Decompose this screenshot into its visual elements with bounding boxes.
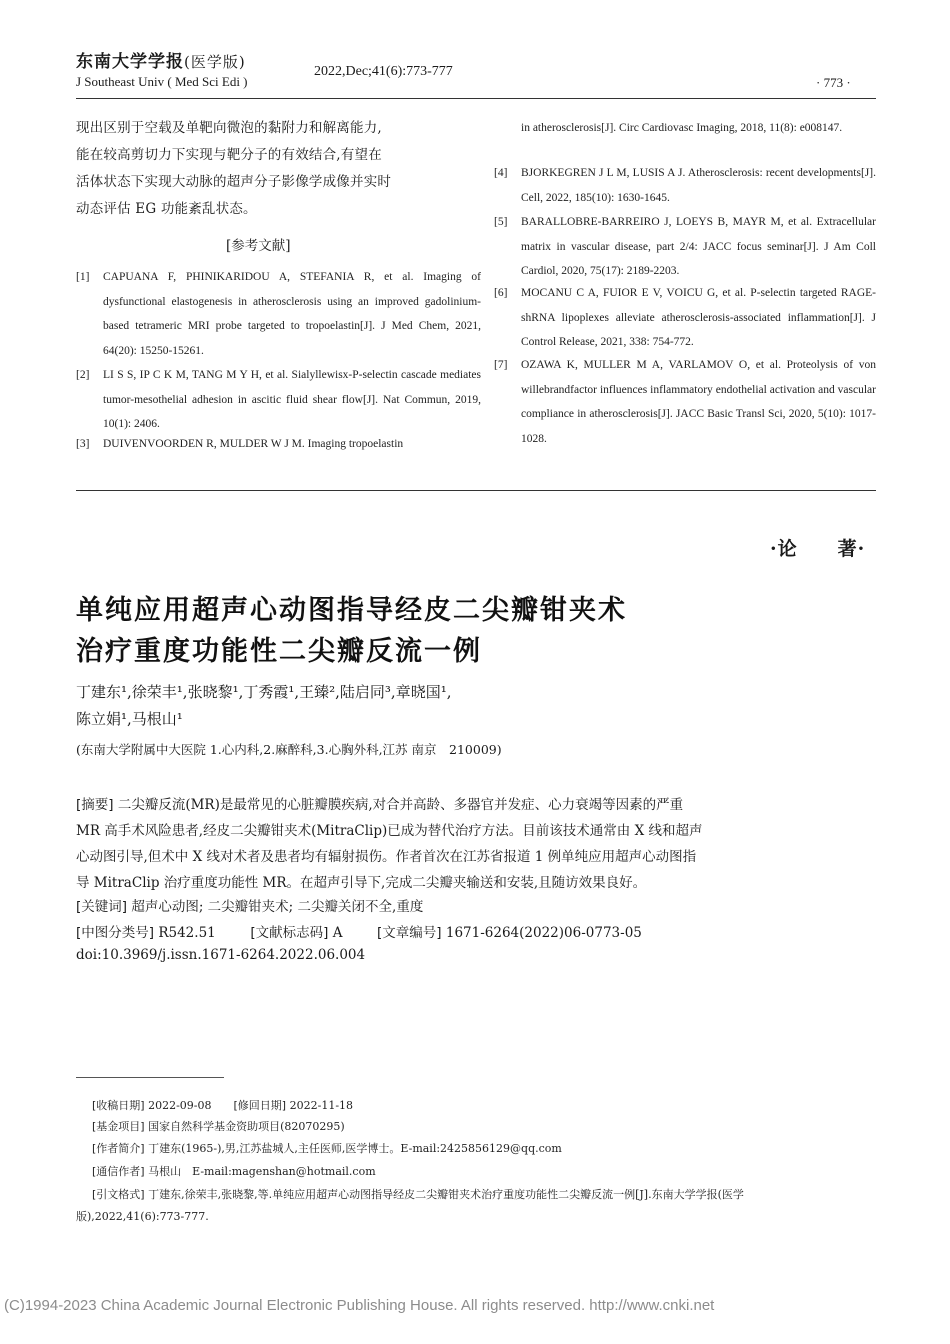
- reference-item: [6] MOCANU C A, FUIOR E V, VOICU G, et al. P-selectin targeted RAGE-shRNA lipoplexes alleviate atherosclerosis-associated inflammation[J]. J Control Release, 2021, 338: 754-772.: [494, 287, 876, 348]
- keywords-line: [关键词] 超声心动图; 二尖瓣钳夹术; 二尖瓣关闭不全,重度: [76, 899, 424, 915]
- abstract-label: [摘要]: [76, 797, 114, 813]
- abstract-line: MR 高手术风险患者,经皮二尖瓣钳夹术(MitraClip)已成为替代治疗方法。目前该技术通常由 X 线和超声: [76, 823, 703, 839]
- article-title-line1: 单纯应用超声心动图指导经皮二尖瓣钳夹术: [76, 595, 627, 626]
- abstract-line: [摘要] 二尖瓣反流(MR)是最常见的心脏瓣膜疾病,对合并高龄、多器官并发症、心力衰竭等因素的严重: [76, 797, 684, 813]
- footnote-rule: [76, 1077, 224, 1078]
- section-label: ·论 著·: [770, 538, 866, 560]
- journal-name-cn: 东南大学学报(医学版): [76, 52, 246, 72]
- classification-line: [中图分类号] R542.51 [文献标志码] A [文章编号] 1671-6264(2022)06-0773-05: [76, 925, 642, 941]
- doi: doi:10.3969/j.issn.1671-6264.2022.06.004: [76, 947, 366, 963]
- reference-item: [2] LI S S, IP C K M, TANG M Y H, et al. Sialyllewisx-P-selectin cascade mediates tumor-mesothelial adhesion in ascitic fluid shear flow[J]. Nat Commun, 2019, 10(1): 2406.: [76, 369, 481, 430]
- footnote-dates: [收稿日期] 2022-09-08 [修回日期] 2022-11-18: [92, 1099, 354, 1112]
- issue-info: 2022,Dec;41(6):773-777: [314, 64, 453, 79]
- journal-name-en: J Southeast Univ ( Med Sci Edi ): [76, 74, 248, 89]
- reference-item: [3] DUIVENVOORDEN R, MULDER W J M. Imaging tropoelastin: [76, 438, 404, 450]
- reference-item: [1] CAPUANA F, PHINIKARIDOU A, STEFANIA R, et al. Imaging of dysfunctional elastogenesis in atherosclerosis using an improved gadolinium-based tetrameric MRI probe targeted to tropoelastin[J]. J Med Chem, 2021, 64(20): 15250-15261.: [76, 271, 481, 357]
- section-divider: [76, 490, 876, 491]
- copyright-watermark: (C)1994-2023 China Academic Journal Electronic Publishing House. All rights reserved. http://www.cnki.net: [4, 1297, 715, 1314]
- references-title: [参考文献]: [226, 238, 291, 254]
- authors-line2: 陈立娟¹,马根山¹: [76, 710, 183, 728]
- footnote-author: [作者简介] 丁建东(1965-),男,江苏盐城人,主任医师,医学博士。E-mail:2425856129@qq.com: [92, 1142, 562, 1155]
- article-title-line2: 治疗重度功能性二尖瓣反流一例: [76, 636, 482, 667]
- abstract-line: 导 MitraClip 治疗重度功能性 MR。在超声引导下,完成二尖瓣夹输送和安装,且随访效果良好。: [76, 875, 647, 891]
- authors-line1: 丁建东¹,徐荣丰¹,张晓黎¹,丁秀霞¹,王臻²,陆启同³,章晓国¹,: [76, 683, 452, 701]
- footnote-corresponding: [通信作者] 马根山 E-mail:magenshan@hotmail.com: [92, 1165, 376, 1178]
- keywords-label: [关键词]: [76, 899, 128, 915]
- prev-article-paragraph: 现出区别于空载及单靶向微泡的黏附力和解离能力, 能在较高剪切力下实现与靶分子的有效结合,有望在 活体状态下实现大动脉的超声分子影像学成像并实时 动态评估 EG 功能紊乱状态。: [76, 120, 392, 217]
- header-rule: [76, 98, 876, 99]
- reference-item: [5] BARALLOBRE-BARREIRO J, LOEYS B, MAYR M, et al. Extracellular matrix in vascular disease, part 2/4: JACC focus seminar[J]. J Am Coll Cardiol, 2020, 75(17): 2189-2203.: [494, 216, 876, 277]
- reference-item: [4] BJORKEGREN J L M, LUSIS A J. Atherosclerosis: recent developments[J]. Cell, 2022, 185(10): 1630-1645.: [494, 167, 876, 204]
- affiliation: (东南大学附属中大医院 1.心内科,2.麻醉科,3.心胸外科,江苏 南京 210009): [76, 742, 502, 757]
- reference-item: [7] OZAWA K, MULLER M A, VARLAMOV O, et al. Proteolysis of von willebrandfactor influences inflammatory endothelial activation and vascular compliance in atherosclerosis[J]. JACC Basic Transl Sci, 2020, 5(10): 1017-1028.: [494, 359, 876, 445]
- journal-edition: (医学版): [184, 53, 246, 71]
- footnote-citation: [引文格式] 丁建东,徐荣丰,张晓黎,等.单纯应用超声心动图指导经皮二尖瓣钳夹术治疗重度功能性二尖瓣反流一例[J].东南大学学报(医学: [92, 1188, 744, 1201]
- footnote-fund: [基金项目] 国家自然科学基金资助项目(82070295): [92, 1120, 345, 1133]
- footnote-citation-cont: 版),2022,41(6):773-777.: [76, 1210, 209, 1223]
- reference-continuation: in atherosclerosis[J]. Circ Cardiovasc Imaging, 2018, 11(8): e008147.: [521, 122, 843, 134]
- abstract-line: 心动图引导,但术中 X 线对术者及患者均有辐射损伤。作者首次在江苏省报道 1 例单纯应用超声心动图指: [76, 849, 697, 865]
- page-number: · 773 ·: [816, 75, 851, 90]
